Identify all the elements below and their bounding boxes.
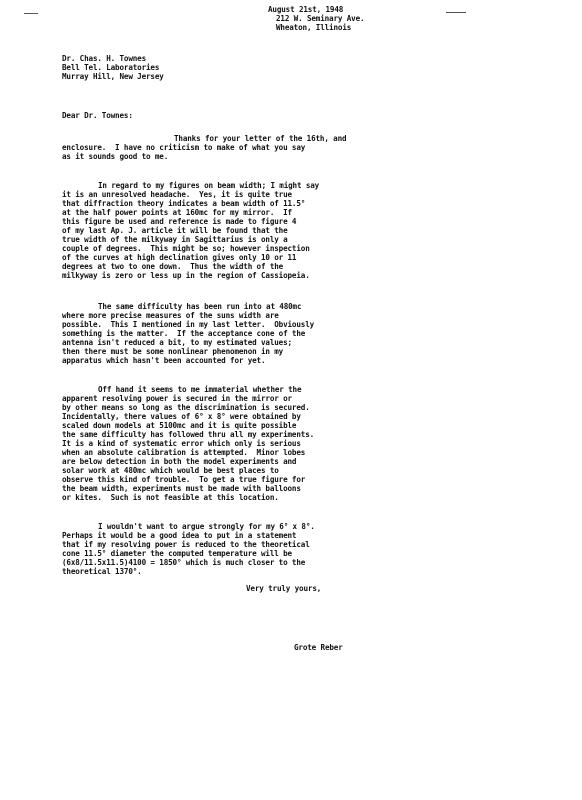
scan-mark-left: [24, 13, 38, 14]
paragraph-line: possible. This I mentioned in my last letter. Obviously: [62, 320, 315, 329]
signature: Grote Reber: [294, 643, 343, 652]
paragraph-line: of my last Ap. J. article it will be found that the: [62, 226, 288, 235]
recipient-org: Bell Tel. Laboratories: [62, 63, 160, 72]
paragraph-line: observe this kind of trouble. To get a true figure for: [62, 475, 306, 484]
paragraph-line: (6x8/11.5x11.5)4100 = 1850° which is much closer to the: [62, 558, 306, 567]
paragraph-line: In regard to my figures on beam width; I might say: [98, 181, 320, 190]
paragraph-line: when an absolute calibration is attempted. Minor lobes: [62, 448, 306, 457]
salutation: Dear Dr. Townes:: [62, 111, 133, 120]
paragraph-line: scaled down models at 5100mc and it is quite possible: [62, 421, 297, 430]
paragraph-line: the same difficulty has followed thru all my experiments.: [62, 430, 315, 439]
paragraph-line: I wouldn't want to argue strongly for my 6° x 8°.: [98, 522, 315, 531]
city-line: Wheaton, Illinois: [276, 23, 352, 32]
paragraph-line: then there must be some nonlinear phenomenon in my: [62, 347, 284, 356]
paragraph-line: where more precise measures of the suns width are: [62, 311, 279, 320]
paragraph-line: as it sounds good to me.: [62, 152, 169, 161]
paragraph-line: something is the matter. If the acceptance cone of the: [62, 329, 306, 338]
paragraph-line: The same difficulty has been run into at 480mc: [98, 302, 302, 311]
paragraph-line: enclosure. I have no criticism to make of what you say: [62, 143, 306, 152]
paragraph-line: true width of the milkyway in Sagittarius is only a: [62, 235, 288, 244]
paragraph-line: of the curves at high declination gives only 10 or 11: [62, 253, 297, 262]
paragraph-line: couple of degrees. This might be so; however inspection: [62, 244, 310, 253]
paragraph-line: it is an unresolved headache. Yes, it is quite true: [62, 190, 292, 199]
paragraph-line: Incidentally, there values of 6° x 8° were obtained by: [62, 412, 301, 421]
paragraph-line: the beam width, experiments must be made with balloons: [62, 484, 301, 493]
closing: Very truly yours,: [246, 584, 322, 593]
paragraph-line: that if my resolving power is reduced to the theoretical: [62, 540, 310, 549]
scan-mark-right: [446, 12, 466, 13]
paragraph-line: solar work at 480mc which would be best places to: [62, 466, 279, 475]
paragraph-line: by other means so long as the discrimination is secured.: [62, 403, 310, 412]
paragraph-line: theoretical 1370°.: [62, 567, 142, 576]
paragraph-line: at the half power points at 160mc for my mirror. If: [62, 208, 292, 217]
paragraph-line: this figure be used and reference is made to figure 4: [62, 217, 297, 226]
paragraph-line: degrees at two to one down. Thus the width of the: [62, 262, 284, 271]
paragraph-line: or kites. Such is not feasible at this location.: [62, 493, 279, 502]
paragraph-line: Off hand it seems to me immaterial whether the: [98, 385, 302, 394]
street-line: 212 W. Seminary Ave.: [276, 14, 365, 23]
paragraph-line: antenna isn't reduced a bit, to my estimated values;: [62, 338, 292, 347]
paragraph-line: milkyway is zero or less up in the region of Cassiopeia.: [62, 271, 310, 280]
paragraph-line: apparatus which hasn't been accounted for yet.: [62, 356, 266, 365]
paragraph-line: apparent resolving power is secured in the mirror or: [62, 394, 292, 403]
recipient-location: Murray Hill, New Jersey: [62, 72, 164, 81]
paragraph-line: It is a kind of systematic error which only is serious: [62, 439, 301, 448]
paragraph-line: are below detection in both the model experiments and: [62, 457, 297, 466]
paragraph-line: that diffraction theory indicates a beam width of 11.5°: [62, 199, 306, 208]
date-line: August 21st, 1948: [268, 5, 344, 14]
paragraph-line: Perhaps it would be a good idea to put in a statement: [62, 531, 297, 540]
recipient-name: Dr. Chas. H. Townes: [62, 54, 147, 63]
paragraph-line: Thanks for your letter of the 16th, and: [174, 134, 347, 143]
paragraph-line: cone 11.5° diameter the computed temperature will be: [62, 549, 292, 558]
